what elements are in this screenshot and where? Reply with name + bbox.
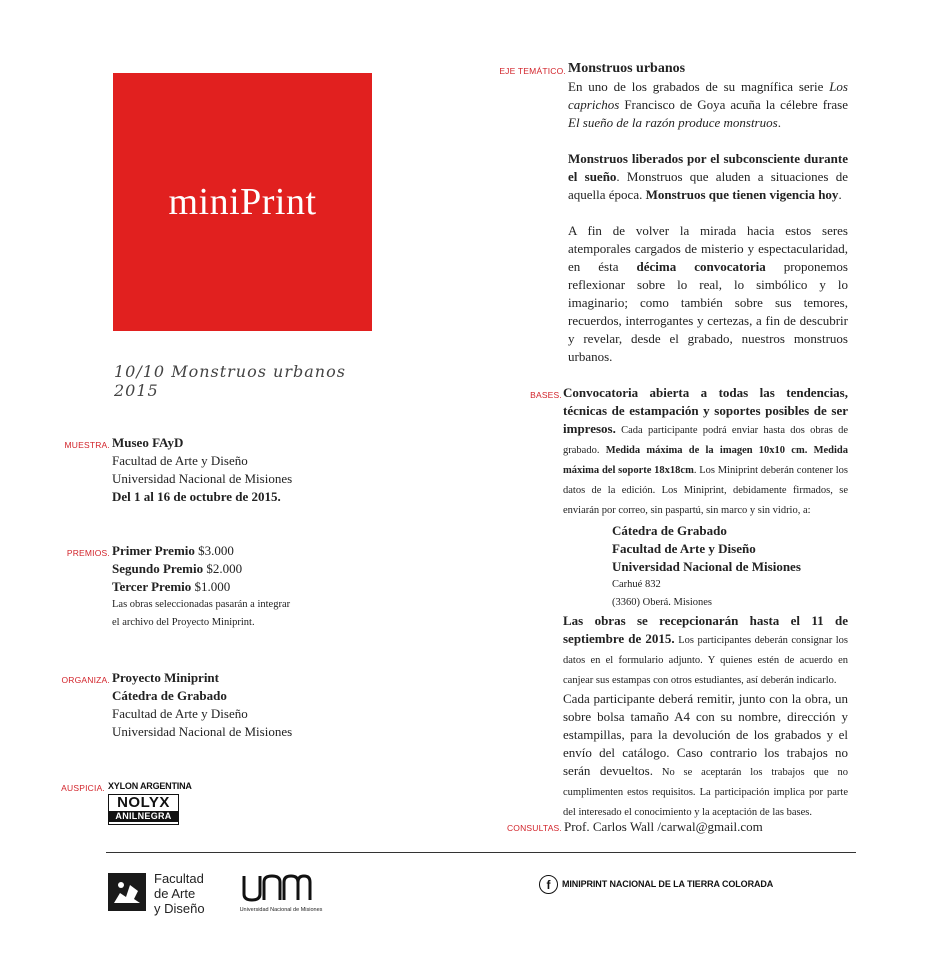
consultas-contact: Prof. Carlos Wall /carwal@gmail.com — [564, 819, 763, 834]
eje-paragraph-2: Monstruos liberados por el subconsciente durante el sueño. Monstruos que aluden a situaciones de aquella época. Monstruos que tienen vigencia hoy. — [568, 151, 849, 202]
unam-caption: Universidad Nacional de Misiones — [239, 907, 323, 913]
bases-section — [563, 384, 848, 822]
bases-paragraph-3: Cada participante deberá remitir, junto con la obra, un sobre bolsa tamaño A4 con su nombre, dirección y estampillas, para la devolución de los grabados y el envío del catálogo. Caso contrario los trabajos no serán devueltos. No se aceptarán los trabajos que no cumplimenten estos requisitos. La participación implica por parte del interesado el conocimiento y la aceptación de las bases. — [563, 691, 848, 818]
facebook-page-name[interactable]: MINIPRINT NACIONAL DE LA TIERRA COLORADA — [562, 879, 774, 889]
premios-label: PREMIOS. — [66, 548, 110, 558]
mailing-address: Cátedra de Grabado Facultad de Arte y Diseño Universidad Nacional de Misiones Carhué 832 (3360) Oberá. Misiones — [612, 523, 801, 608]
organiza-section: Proyecto Miniprint Cátedra de Grabado Facultad de Arte y Diseño Universidad Nacional de Misiones — [112, 670, 293, 739]
xylon-sponsor: XYLON ARGENTINA — [108, 781, 192, 791]
consultas-label: CONSULTAS. — [506, 823, 562, 833]
nolyx-logo: NOLYX ANILNEGRA — [108, 794, 179, 825]
bases-label: BASES. — [530, 390, 562, 400]
eje-section — [568, 60, 848, 366]
facebook-icon[interactable]: f — [539, 875, 558, 894]
fayd-logo-icon — [108, 873, 146, 911]
muestra-section: Museo FAyD Facultad de Arte y Diseño Universidad Nacional de Misiones Del 1 al 16 de octubre de 2015. — [112, 435, 293, 504]
miniprint-logo — [113, 73, 372, 331]
eje-label: EJE TEMÁTICO. — [499, 66, 566, 76]
logo-text: miniPrint — [168, 181, 317, 223]
unam-logo-icon — [240, 872, 312, 904]
organiza-label: ORGANIZA. — [61, 675, 110, 685]
auspicia-label: AUSPICIA. — [61, 783, 105, 793]
handwritten-edition: 10/10 Monstruos urbanos 2015 — [114, 362, 346, 400]
fayd-logo-text: Facultad de Arte y Diseño — [154, 871, 205, 916]
bases-paragraph-2: Las obras se recepcionarán hasta el 11 de septiembre de 2015. Los participantes deberán consignar los datos en el formulario adjunto. Y quienes estén de acuerdo en canjear sus estampas con otros estudiantes, así deberán indicarlo. — [563, 613, 848, 686]
eje-paragraph-1: En uno de los grabados de su magnífica serie Los caprichos Francisco de Goya acuña la célebre frase El sueño de la razón produce monstruos. — [568, 79, 848, 130]
eje-title: Monstruos urbanos — [568, 61, 686, 76]
premios-section: Primer Premio $3.000 Segundo Premio $2.000 Tercer Premio $1.000 Las obras seleccionadas pasarán a integrar el archivo del Proyecto Miniprint. — [112, 543, 291, 628]
eje-paragraph-3: A fin de volver la mirada hacia estos seres atemporales cargados de misterio y espectacularidad, en ésta décima convocatoria proponemos reflexionar sobre lo real, lo simbólico y lo imaginario; como también sobre sus temores, recuerdos, interrogantes y certezas, a fin de descubrir y revelar, desde el grabado, nuestros monstruos urbanos. — [568, 223, 848, 364]
muestra-label: MUESTRA. — [64, 440, 110, 450]
bases-paragraph-1: Convocatoria abierta a todas las tendencias, técnicas de estampación y soportes posibles de ser impresos. Cada participante podrá enviar hasta dos obras de grabado. Medida máxima de la imagen 10x10 cm. Medida máxima del soporte 18x18cm. Los Miniprint deberán contener los datos de la edición. Los Miniprint, debidamente firmados, se enviarán por correo, sin paspartú, sin marco y sin vidrio, a: — [563, 385, 848, 516]
footer-divider — [106, 852, 856, 853]
